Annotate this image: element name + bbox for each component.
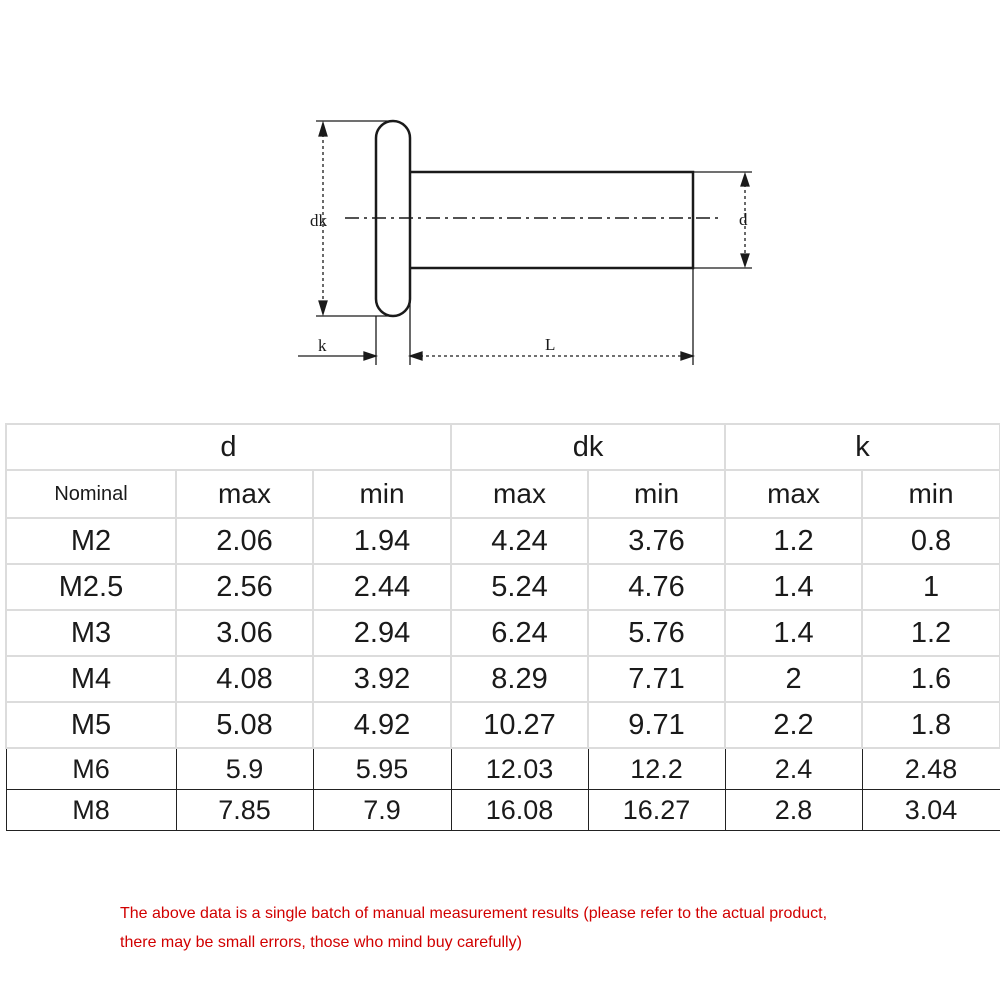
table-row	[6, 748, 1000, 790]
cell-nominal: M5	[6, 702, 176, 748]
group-header-d: d	[6, 424, 451, 470]
cell-nominal: M2	[6, 518, 176, 564]
dimension-table	[5, 423, 1000, 831]
k-label: k	[318, 336, 327, 355]
sub-header-row	[6, 470, 1000, 518]
disclaimer-line-2: there may be small errors, those who mind buy carefully)	[120, 934, 522, 951]
cell-k-min: 1.8	[862, 702, 1000, 748]
cell-k-min: 1.6	[862, 656, 1000, 702]
cell-k-min: 1.2	[862, 610, 1000, 656]
group-header-dk: dk	[451, 424, 725, 470]
d-arrow-bottom	[741, 254, 749, 266]
cell-d-min: 7.9	[313, 790, 451, 831]
cell-dk-max: 16.08	[451, 790, 588, 831]
cell-d-max: 5.9	[176, 748, 313, 790]
cell-nominal: M4	[6, 656, 176, 702]
cell-nominal: M2.5	[6, 564, 176, 610]
cell-k-max: 1.2	[725, 518, 862, 564]
header-k-min: min	[862, 470, 1000, 518]
cell-k-max: 1.4	[725, 564, 862, 610]
cell-d-max: 4.08	[176, 656, 313, 702]
L-label: L	[545, 335, 556, 354]
cell-d-max: 5.08	[176, 702, 313, 748]
header-dk-min: min	[588, 470, 725, 518]
cell-nominal: M6	[6, 748, 176, 790]
dk-label: dk	[310, 211, 327, 230]
cell-k-max: 2	[725, 656, 862, 702]
table-row	[6, 518, 1000, 564]
cell-k-max: 2.2	[725, 702, 862, 748]
k-arrow	[364, 352, 376, 360]
header-nominal: Nominal	[6, 470, 176, 518]
cell-k-max: 2.8	[725, 790, 862, 831]
cell-dk-min: 5.76	[588, 610, 725, 656]
rivet-dimension-diagram	[0, 0, 1000, 400]
cell-k-min: 0.8	[862, 518, 1000, 564]
dk-arrow-bottom	[319, 301, 327, 314]
table-row	[6, 702, 1000, 748]
group-header-k: k	[725, 424, 1000, 470]
cell-dk-min: 7.71	[588, 656, 725, 702]
cell-nominal: M8	[6, 790, 176, 831]
cell-d-max: 3.06	[176, 610, 313, 656]
d-arrow-top	[741, 174, 749, 186]
cell-d-max: 2.06	[176, 518, 313, 564]
header-d-min: min	[313, 470, 451, 518]
cell-k-min: 2.48	[862, 748, 1000, 790]
cell-d-min: 2.44	[313, 564, 451, 610]
cell-d-min: 4.92	[313, 702, 451, 748]
L-arrow-right	[681, 352, 693, 360]
table-row	[6, 790, 1000, 831]
cell-dk-max: 4.24	[451, 518, 588, 564]
header-dk-max: max	[451, 470, 588, 518]
d-label: d	[739, 210, 748, 229]
cell-dk-max: 8.29	[451, 656, 588, 702]
cell-dk-max: 5.24	[451, 564, 588, 610]
cell-k-min: 3.04	[862, 790, 1000, 831]
cell-dk-min: 3.76	[588, 518, 725, 564]
table-row	[6, 610, 1000, 656]
group-header-row	[6, 424, 1000, 470]
table-row	[6, 564, 1000, 610]
cell-dk-min: 9.71	[588, 702, 725, 748]
cell-dk-max: 6.24	[451, 610, 588, 656]
disclaimer-note	[120, 899, 980, 957]
cell-k-max: 1.4	[725, 610, 862, 656]
cell-dk-min: 4.76	[588, 564, 725, 610]
cell-d-min: 5.95	[313, 748, 451, 790]
cell-d-max: 7.85	[176, 790, 313, 831]
rivet-shank	[410, 172, 693, 268]
cell-dk-max: 12.03	[451, 748, 588, 790]
cell-d-min: 3.92	[313, 656, 451, 702]
dk-arrow-top	[319, 123, 327, 136]
cell-dk-max: 10.27	[451, 702, 588, 748]
cell-k-min: 1	[862, 564, 1000, 610]
cell-d-min: 2.94	[313, 610, 451, 656]
cell-k-max: 2.4	[725, 748, 862, 790]
disclaimer-line-1: The above data is a single batch of manual measurement results (please refer to the actual product,	[120, 905, 828, 922]
cell-dk-min: 16.27	[588, 790, 725, 831]
cell-dk-min: 12.2	[588, 748, 725, 790]
cell-d-max: 2.56	[176, 564, 313, 610]
header-d-max: max	[176, 470, 313, 518]
cell-d-min: 1.94	[313, 518, 451, 564]
cell-nominal: M3	[6, 610, 176, 656]
header-k-max: max	[725, 470, 862, 518]
table-row	[6, 656, 1000, 702]
